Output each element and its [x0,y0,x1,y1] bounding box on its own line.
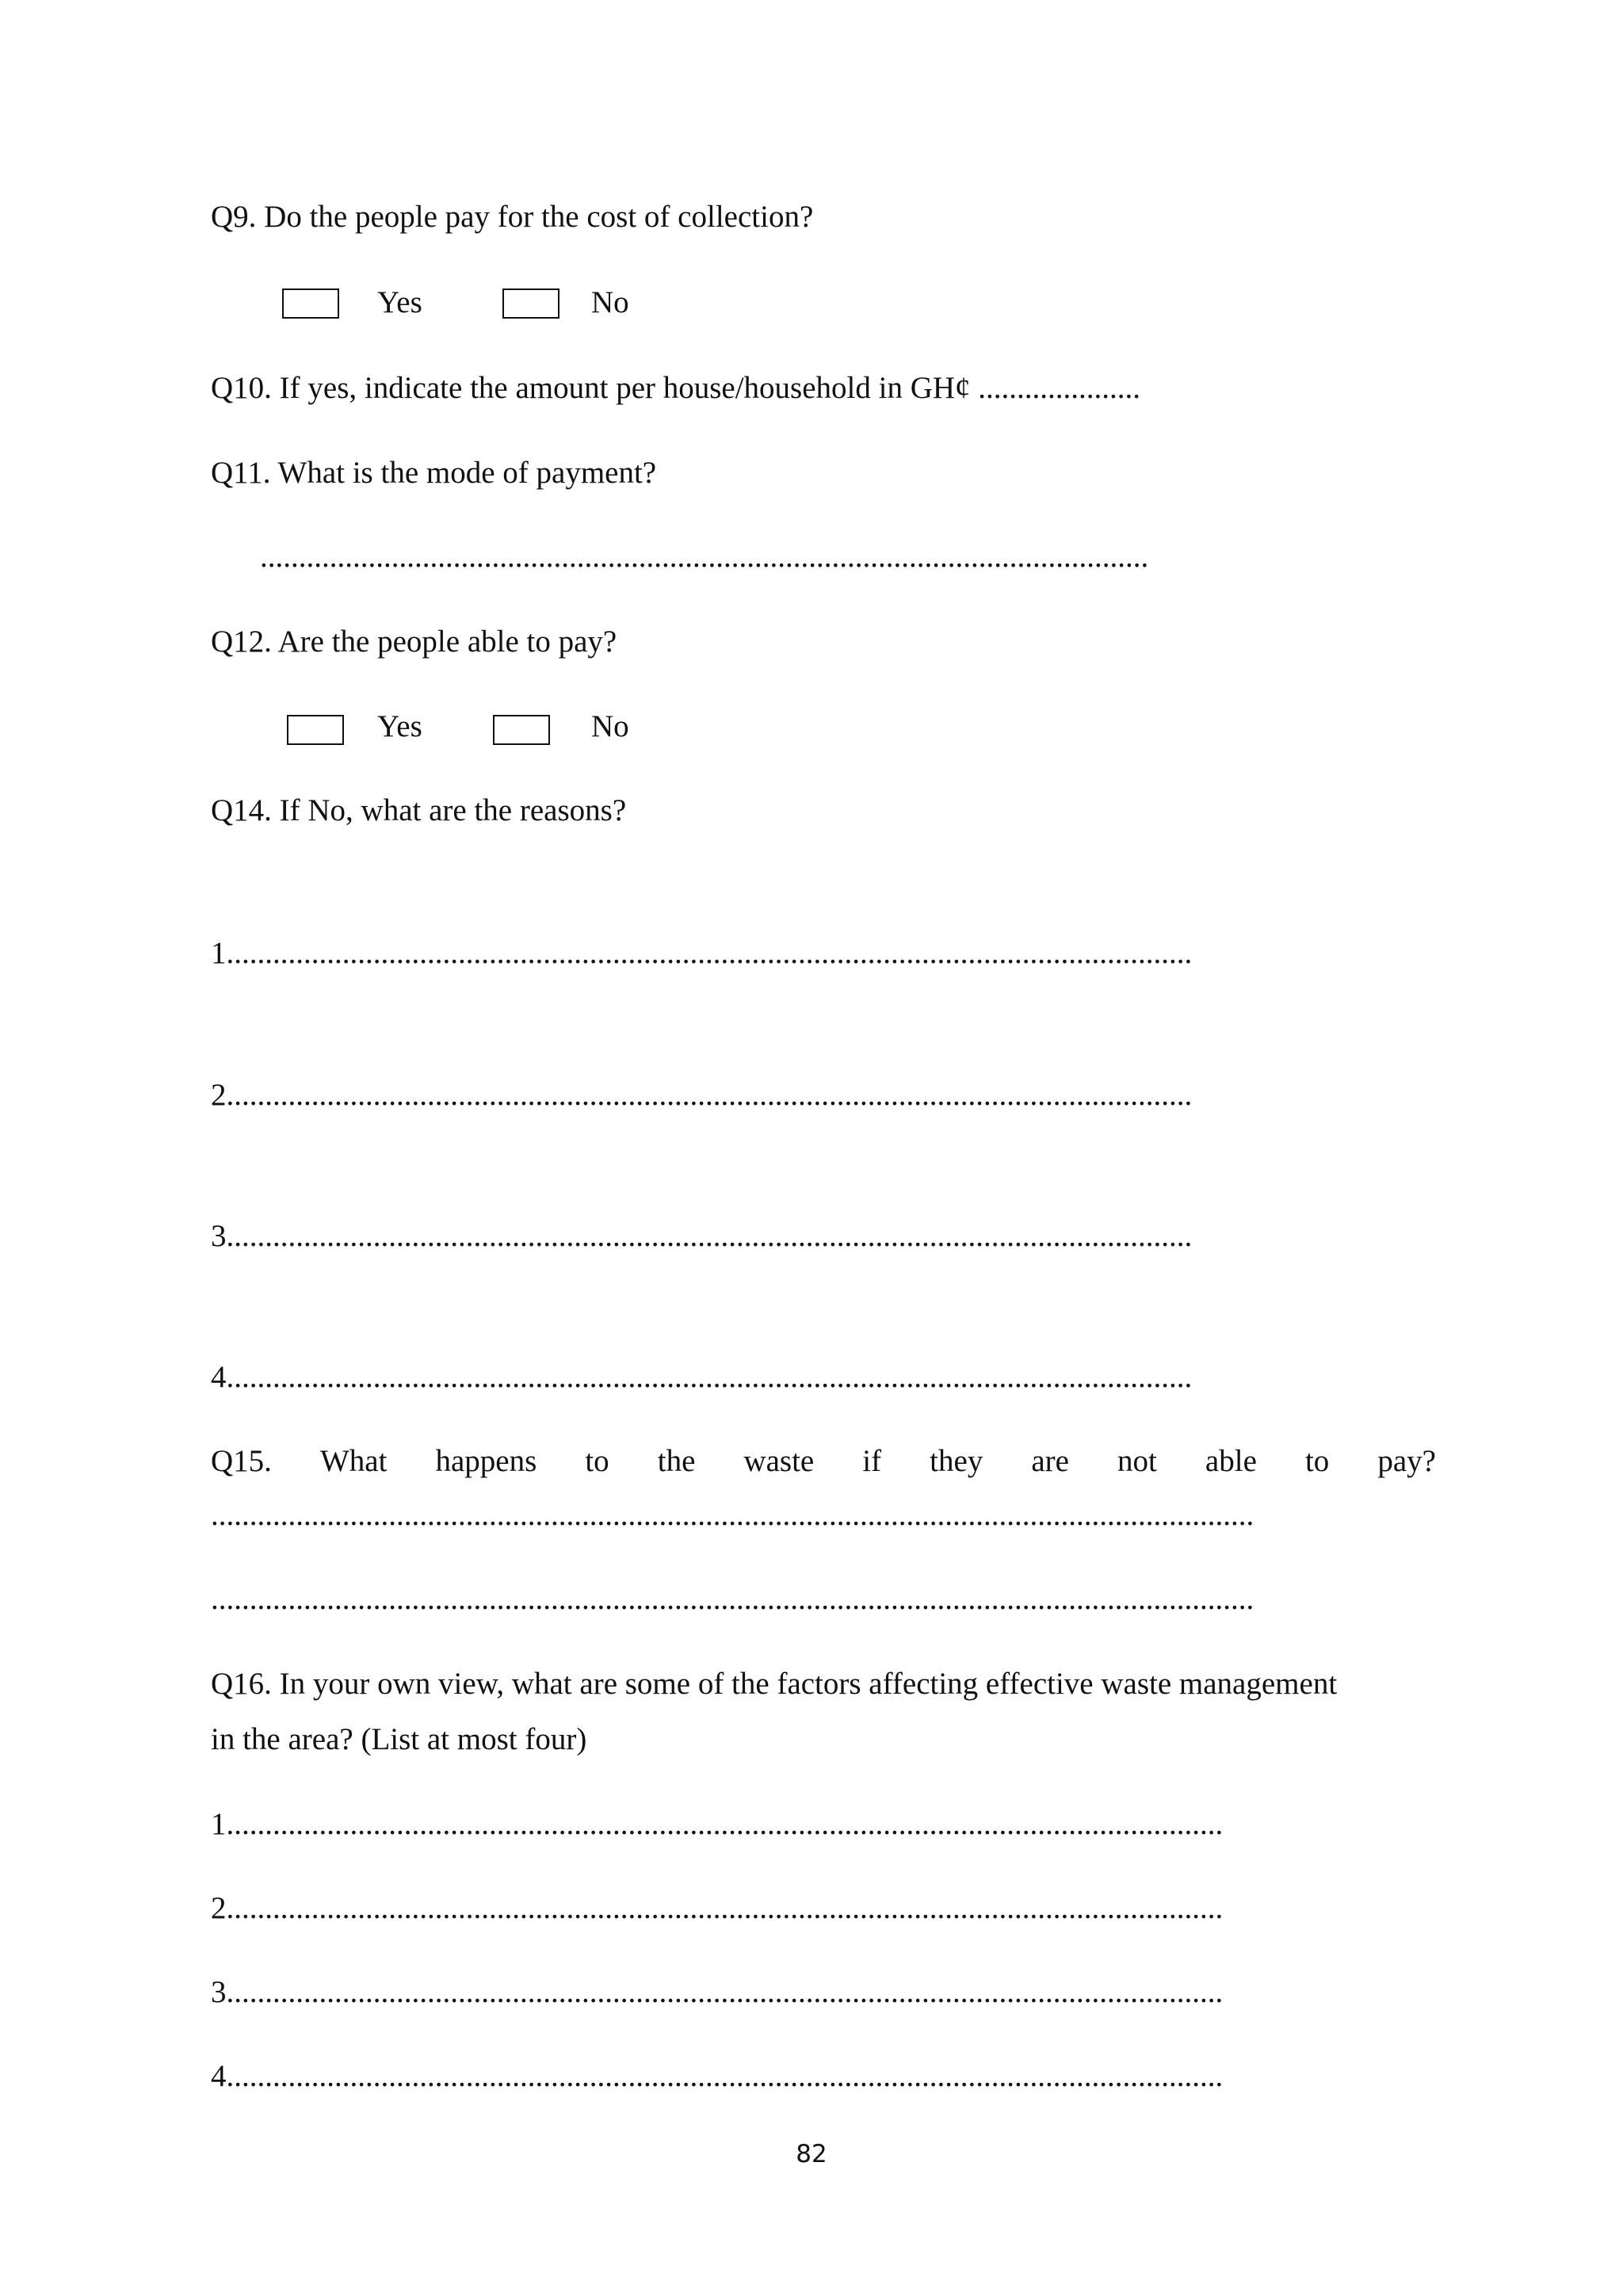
q12-question: Q12. Are the people able to pay? [211,625,617,659]
q16-answer-1-dots: ................................................................................................................................. [226,1809,1224,1839]
q15-question [211,1446,1436,1477]
q14-answer-2-number: 2 [211,1079,227,1110]
q16-answer-4-number: 4 [211,2061,227,2092]
q16-answer-4-dots: ................................................................................................................................. [226,2061,1224,2092]
q14-answer-4[interactable] [211,1362,1396,1392]
q9-no-label: No [591,285,629,319]
q12-yes-checkbox[interactable] [287,715,344,745]
q9-no-checkbox[interactable] [502,288,559,319]
q12-no-checkbox[interactable] [493,715,550,745]
q16-answer-2-number: 2 [211,1893,227,1924]
q11-question: Q11. What is the mode of payment? [211,456,657,490]
q16-answer-2-dots: ................................................................................................................................. [226,1893,1224,1924]
q14-answer-3-dots: ............................................................................................................................. [226,1221,1193,1251]
q15-word: happens [435,1444,537,1478]
q9-question: Q9. Do the people pay for the cost of collection? [211,200,814,234]
q16-answer-4[interactable] [211,2061,1436,2092]
page-number: 82 [796,2140,827,2168]
q10-question: Q10. If yes, indicate the amount per house/household in GH¢ ..................... [211,371,1141,405]
q16-answer-1-number: 1 [211,1809,227,1839]
q15-word: pay? [1377,1444,1436,1478]
q15-word: waste [743,1444,815,1478]
q9-yes-label: Yes [377,285,422,319]
q15-word: they [930,1444,983,1478]
q15-word: Q15. [211,1444,272,1478]
q14-answer-1-dots: ............................................................................................................................. [226,938,1193,968]
q12-no-label: No [591,709,629,743]
q15-answer-line-2[interactable]: ....................................................................................................................................... [211,1584,1254,1614]
q15-answer-line-1[interactable]: ....................................................................................................................................... [211,1499,1254,1530]
q16-answer-1[interactable] [211,1809,1436,1839]
q14-answer-4-number: 4 [211,1362,227,1392]
q15-word: not [1117,1444,1157,1478]
q14-question: Q14. If No, what are the reasons? [211,793,627,827]
q15-word: the [657,1444,696,1478]
q15-word: able [1205,1444,1257,1478]
q14-answer-4-dots: ............................................................................................................................. [226,1362,1193,1392]
q15-word: are [1031,1444,1069,1478]
q15-word: What [319,1444,388,1478]
q12-yes-label: Yes [377,709,422,743]
q14-answer-3-number: 3 [211,1221,227,1251]
q14-answer-2[interactable] [211,1079,1396,1110]
q15-word: if [862,1444,882,1478]
q16-answer-2[interactable] [211,1893,1436,1924]
q16-answer-3-dots: ................................................................................................................................. [226,1977,1224,2008]
q9-yes-checkbox[interactable] [282,288,339,319]
q16-answer-3-number: 3 [211,1977,227,2008]
q14-answer-1[interactable] [211,938,1396,968]
q15-word: to [585,1444,609,1478]
q14-answer-2-dots: ............................................................................................................................. [226,1079,1193,1110]
q16-answer-3[interactable] [211,1977,1436,2008]
q14-answer-3[interactable] [211,1221,1396,1251]
q16-question-line-1: Q16. In your own view, what are some of the factors affecting effective waste management [211,1667,1338,1701]
q16-question-line-2: in the area? (List at most four) [211,1722,587,1756]
q11-answer-line[interactable]: ................................................................................................................... [260,541,1149,572]
q14-answer-1-number: 1 [211,938,227,968]
q15-word: to [1304,1444,1330,1478]
